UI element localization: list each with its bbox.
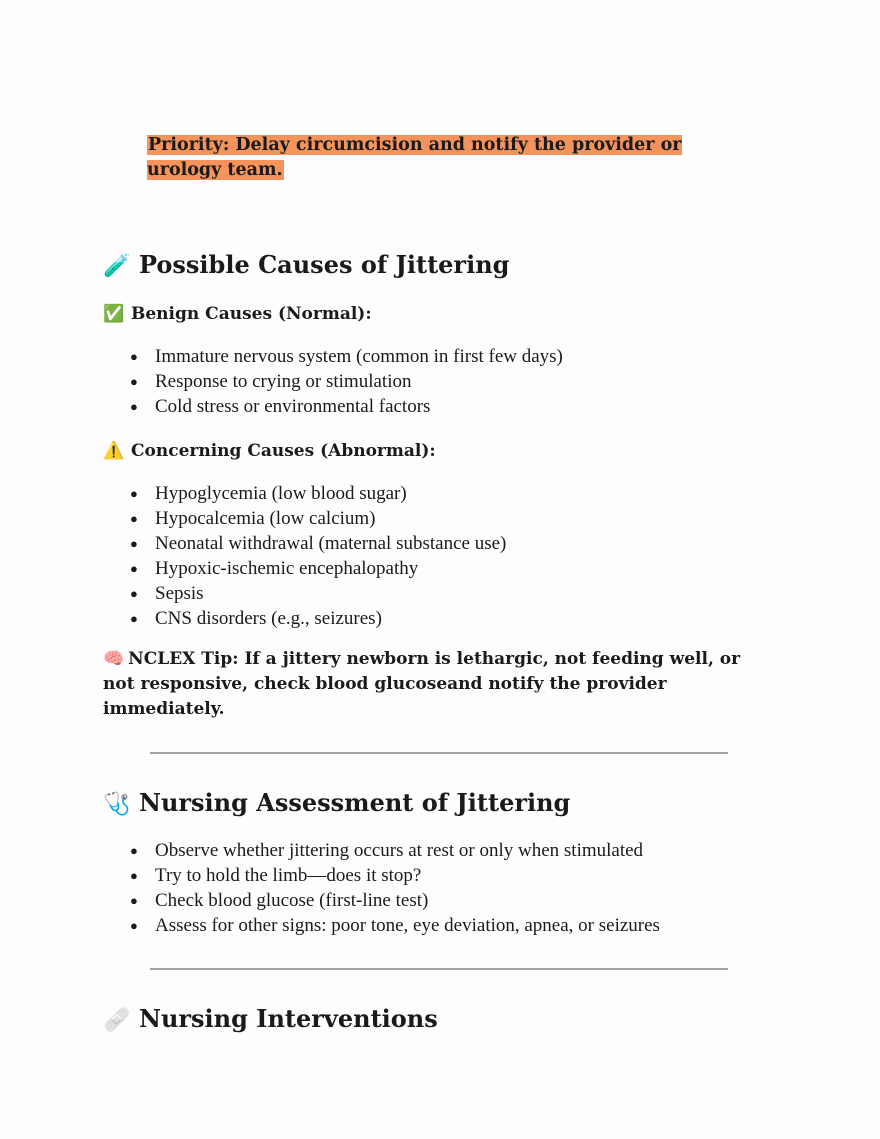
list-item: ● Neonatal withdrawal (maternal substance use) <box>130 531 506 556</box>
stethoscope-icon: 🩺 <box>103 791 131 817</box>
list-item: ● Check blood glucose (first-line test) <box>130 888 660 913</box>
causes-title: Possible Causes of Jittering <box>139 250 510 279</box>
list-item: ● Response to crying or stimulation <box>130 369 563 394</box>
warning-icon: ⚠️ <box>103 441 125 461</box>
concerning-heading <box>103 439 436 463</box>
list-item: ● Hypocalcemia (low calcium) <box>130 506 506 531</box>
test-tube-icon: 🧪 <box>103 253 131 279</box>
concerning-list <box>130 481 506 631</box>
check-mark-icon: ✅ <box>103 304 125 324</box>
benign-list <box>130 344 563 419</box>
list-item: ● Hypoxic-ischemic encephalopathy <box>130 556 506 581</box>
assessment-heading <box>103 788 570 819</box>
interventions-heading <box>103 1004 438 1035</box>
benign-heading <box>103 302 372 326</box>
priority-note <box>147 133 707 183</box>
divider <box>150 968 728 970</box>
list-item: ● Immature nervous system (common in first few days) <box>130 344 563 369</box>
list-item: ● Try to hold the limb—does it stop? <box>130 863 660 888</box>
interventions-title: Nursing Interventions <box>139 1004 438 1033</box>
assessment-title: Nursing Assessment of Jittering <box>139 788 571 817</box>
list-item: ● Sepsis <box>130 581 506 606</box>
bandage-icon: 🩹 <box>103 1007 131 1033</box>
priority-highlight: Priority: Delay circumcision and notify the provider or urology team. <box>147 135 682 180</box>
divider <box>150 752 728 754</box>
benign-title: Benign Causes (Normal): <box>131 304 372 324</box>
tip-text: NCLEX Tip: If a jittery newborn is lethargic, not feeding well, or not responsive, check blood glucoseand notify the provider immediately. <box>103 649 741 719</box>
nclex-tip <box>103 647 743 722</box>
list-item: ● Observe whether jittering occurs at rest or only when stimulated <box>130 838 660 863</box>
brain-icon: 🧠 <box>103 649 125 669</box>
list-item: ● CNS disorders (e.g., seizures) <box>130 606 506 631</box>
assessment-list <box>130 838 660 938</box>
list-item: ● Hypoglycemia (low blood sugar) <box>130 481 506 506</box>
list-item: ● Assess for other signs: poor tone, eye deviation, apnea, or seizures <box>130 913 660 938</box>
list-item: ● Cold stress or environmental factors <box>130 394 563 419</box>
concerning-title: Concerning Causes (Abnormal): <box>131 441 436 461</box>
causes-heading <box>103 250 509 281</box>
